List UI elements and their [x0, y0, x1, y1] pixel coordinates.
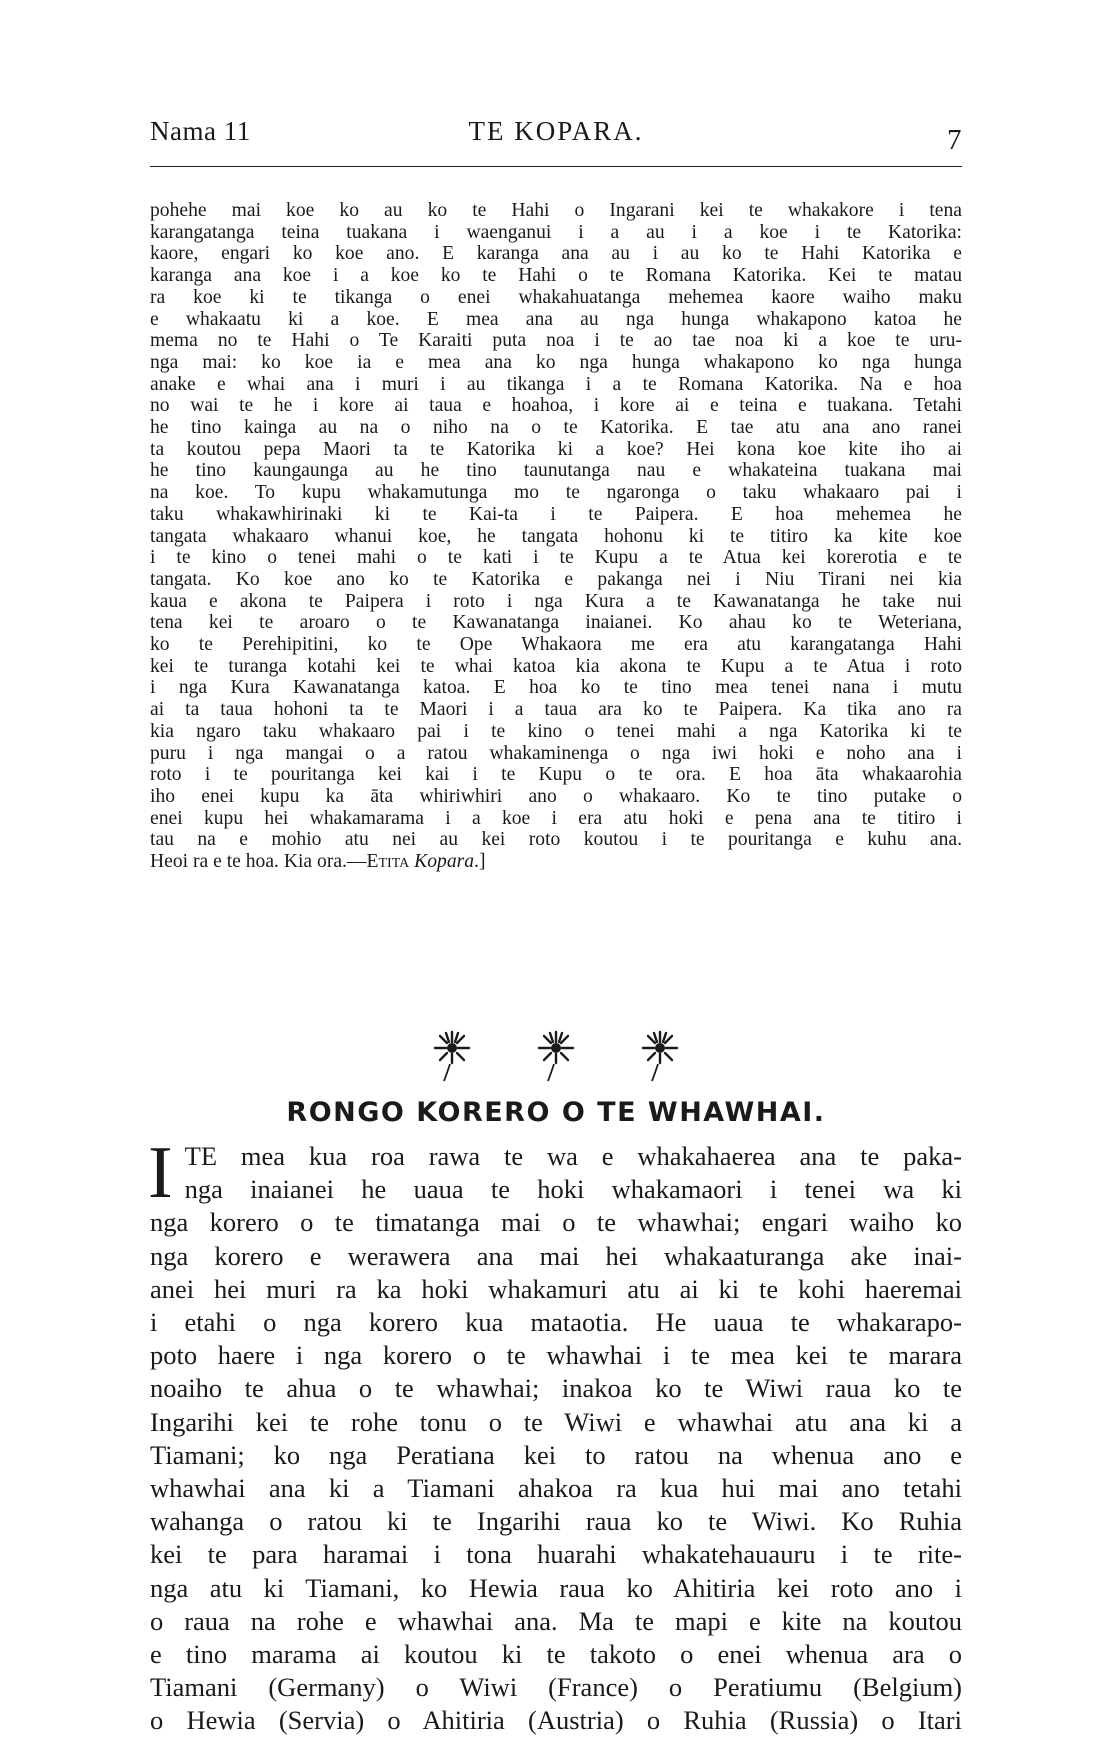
article-line: o Hewia (Servia) o Ahitiria (Austria) o Ruhia (Russia) o Itari [150, 1705, 962, 1736]
article-line: nga korero e werawera ana mai hei whakaaturanga ake inai- [150, 1240, 962, 1271]
letter-line: pohehe mai koe ko au ko te Hahi o Ingarani kei te whakakore i tena [150, 200, 962, 221]
article-line: poto haere i nga korero o te whawhai i te mea kei te marara [150, 1340, 962, 1371]
letter-line: he tino kaungaunga au he tino taunutanga nau e whakateina tuakana mai [150, 460, 962, 482]
letter-line: ai ta taua hohoni ta te Maori i a taua ara ko te Paipera. Ka tika ano ra [150, 699, 962, 721]
flower-ornament-icon [638, 1030, 682, 1082]
closing-paper: Kopara [414, 851, 475, 873]
article-line: wahanga o ratou ki te Ingarihi raua ko te Wiwi. Ko Ruhia [150, 1506, 962, 1537]
letter-line: no wai te he i kore ai taua e hoahoa, i kore ai e teina e tuakana. Tetahi [150, 395, 962, 417]
article-line: nga inaianei he uaua te hoki whakamaori i tenei wa ki [184, 1174, 962, 1205]
letter-line: ta koutou pepa Maori ta te Katorika ki a koe? Hei kona koe kite iho ai [150, 438, 962, 460]
header-rule [150, 166, 962, 167]
article-line: nga korero o te timatanga mai o te whawhai; engari waiho ko [150, 1207, 962, 1238]
article-line: nga atu ki Tiamani, ko Hewia raua ko Ahitiria kei roto ano i [150, 1572, 962, 1603]
ornament-row [150, 1030, 962, 1082]
article-line: e tino marama ai koutou ki te takoto o enei whenua ara o [150, 1639, 962, 1670]
issue-number: Nama 11 [150, 116, 251, 146]
letter-line: karangatanga teina tuakana i waenganui i a au i a koe i te Katorika: [150, 221, 962, 243]
letter-line: i nga Kura Kawanatanga katoa. E hoa ko te tino mea tenei nana i mutu [150, 677, 962, 699]
letter-line: kia ngaro taku whakaaro pai i te kino o tenei mahi a nga Katorika ki te [150, 720, 962, 742]
drop-cap: I [148, 1132, 173, 1214]
letter-line: ko te Perehipitini, ko te Ope Whakaora me era atu karangatanga Hahi [150, 634, 962, 656]
letter-line: puru i nga mangai o a ratou whakaminenga o nga iwi hoki e noho ana i [150, 742, 962, 764]
article-line: whawhai ana ki a Tiamani ahakoa ra kua hui mai ano tetahi [150, 1473, 962, 1504]
article-line: kei te para haramai i tona huarahi whakatehauauru i te rite- [150, 1539, 962, 1570]
article-line: i etahi o nga korero kua mataotia. He uaua te whakarapo- [150, 1307, 962, 1338]
section-heading: RONGO KORERO O TE WHAWHAI. [286, 1097, 826, 1128]
closing-editor: Etita [366, 851, 415, 873]
letter-closing [150, 851, 962, 873]
letter-line: tau na e mohio atu nei au kei roto koutou i te pouritanga e kuhu ana. [150, 829, 962, 851]
page [148, 112, 962, 1736]
letter-line: he tino kainga au na o niho na o te Katorika. E tae atu ana ano ranei [150, 417, 962, 439]
letter-line: i te kino o tenei mahi o te kati i te Kupu a te Atua kei korerotia e te [150, 547, 962, 569]
letter-line: kaua e akona te Paipera i roto i nga Kura a te Kawanatanga he take nui [150, 590, 962, 612]
letter-line: iho enei kupu ka āta whiriwhiri ano o whakaaro. Ko te tino putake o [150, 785, 962, 807]
letter-line: enei kupu hei whakamarama i a koe i era atu hoki e pena ana te titiro i [150, 807, 962, 829]
letter-line: kei te turanga kotahi kei te whai katoa kia akona te Kupu a te Atua i roto [150, 655, 962, 677]
article-body [148, 1132, 962, 1738]
page-number: 7 [947, 124, 962, 156]
closing-text: Heoi ra e te hoa. Kia ora.— [150, 851, 367, 873]
running-head [150, 112, 962, 156]
letter-line: tangata. Ko koe ano ko te Katorika e pakanga nei i Niu Tirani nei kia [150, 568, 962, 590]
letter-line: anake e whai ana i muri i au tikanga i a te Romana Katorika. Na e hoa [150, 373, 962, 395]
letter-line: tangata whakaaro whanui koe, he tangata hohonu ki te titiro ka kite koe [150, 525, 962, 547]
letter-line: taku whakawhirinaki ki te Kai-ta i te Paipera. E hoa mehemea he [150, 503, 962, 525]
article-line: Ingarihi kei te rohe tonu o te Wiwi e whawhai atu ana ki a [150, 1406, 962, 1437]
letter-line: roto i te pouritanga kei kai i te Kupu o te ora. E hoa āta whakaarohia [150, 764, 962, 786]
article-line: o raua na rohe e whawhai ana. Ma te mapi e kite na koutou [150, 1605, 962, 1636]
flower-ornament-icon [534, 1030, 578, 1082]
letter-line: na koe. To kupu whakamutunga mo te ngaronga o taku whakaaro pai i [150, 482, 962, 504]
article-line: noaiho te ahua o te whawhai; inakoa ko te Wiwi raua ko te [150, 1373, 962, 1404]
article-line: TE mea kua roa rawa te wa e whakahaerea ana te paka- [184, 1141, 962, 1171]
letter-line: tena kei te aroaro o te Kawanatanga inaianei. Ko ahau ko te Weteriana, [150, 612, 962, 634]
article-line: anei hei muri ra ka hoki whakamuri atu ai ki te kohi haeremai [150, 1273, 962, 1304]
article-line: Tiamani (Germany) o Wiwi (France) o Peratiumu (Belgium) [150, 1672, 962, 1703]
publication-title: TE KOPARA. [468, 116, 644, 146]
closing-end: .] [474, 851, 486, 873]
letter-line: nga mai: ko koe ia e mea ana ko nga hunga whakapono ko nga hunga [150, 351, 962, 373]
article-line: Tiamani; ko nga Peratiana kei to ratou na whenua ano e [150, 1439, 962, 1470]
letter-line: ra koe ki te tikanga o enei whakahuatanga mehemea kaore waiho maku [150, 286, 962, 308]
letter-line: e whakaatu ki a koe. E mea ana au nga hunga whakapono katoa he [150, 308, 962, 330]
letter-line: mema no te Hahi o Te Karaiti puta noa i te ao tae noa ki a koe te uru- [150, 330, 962, 352]
letter-line: karanga ana koe i a koe ko te Hahi o te Romana Katorika. Kei te matau [150, 265, 962, 287]
letter-body [150, 200, 962, 873]
flower-ornament-icon [430, 1030, 474, 1082]
letter-line: kaore, engari ko koe ano. E karanga ana au i au ko te Hahi Katorika e [150, 243, 962, 265]
